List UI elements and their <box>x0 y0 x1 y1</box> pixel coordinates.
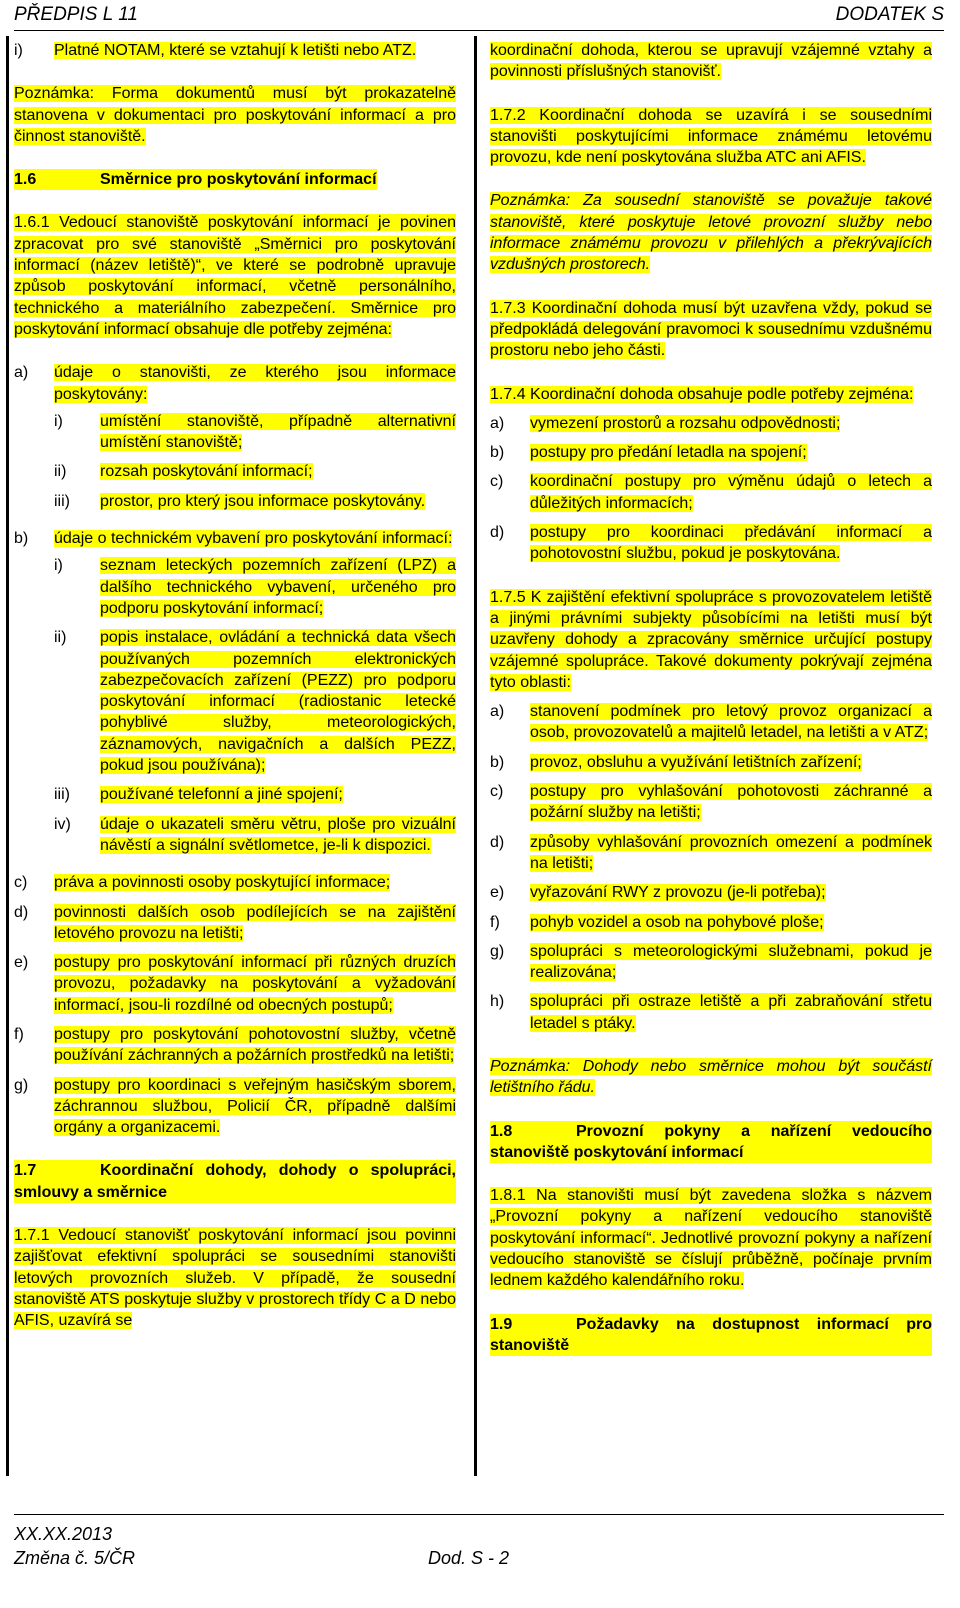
heading-number: 1.9 <box>490 1315 513 1333</box>
list-item <box>490 701 932 744</box>
list-text: povinnosti dalších osob podílejících se na zajištění letového provozu na letišti; <box>54 903 456 942</box>
header-appendix: DODATEK S <box>835 4 944 25</box>
list-text: pohyb vozidel a osob na pohybové ploše; <box>530 913 824 931</box>
list-item <box>14 902 456 945</box>
list-text: spolupráci s meteorologickými služebnami, pokud je realizována; <box>530 942 932 982</box>
list-1-7-5 <box>490 701 932 1034</box>
heading-title: Koordinační dohody, dohody o spolupráci, smlouvy a směrnice <box>14 1162 456 1201</box>
heading-title: Požadavky na dostupnost informací pro stanoviště <box>490 1315 932 1354</box>
list-marker: b) <box>490 444 505 462</box>
list-text: koordinační postupy pro výměnu údajů o letech a důležitých informacích; <box>530 473 932 512</box>
heading-title: Provozní pokyny a nařízení vedoucího stanoviště poskytování informací <box>490 1122 932 1161</box>
list-marker: g) <box>490 942 505 960</box>
list-item <box>54 491 456 512</box>
heading-number: 1.7 <box>14 1162 37 1180</box>
list-marker: e) <box>490 884 505 902</box>
list-rest <box>14 872 456 1138</box>
heading-number: 1.6 <box>14 169 100 190</box>
section-heading-1-7 <box>14 1160 456 1203</box>
list-item <box>490 522 932 565</box>
list-marker: d) <box>14 903 29 921</box>
list-marker: ii) <box>54 463 67 481</box>
paragraph-1-6-1: 1.6.1 Vedoucí stanoviště poskytování informací je povinen zpracovat pro své stanoviště „Směrnici pro poskytování informací (název letiště)“, ve které se podrobně upravuje způsob poskytování informací, včetně personálního, technického a materiálního zabezpečení. Směrnice pro poskytování informací obsahuje dle potřeby zejména: <box>14 214 456 338</box>
list-text: seznam leteckých pozemních zařízení (LPZ) a dalšího technického vybavení, určeného pro podporu poskytování informací; <box>100 557 456 617</box>
list-marker: iv) <box>54 815 71 833</box>
list-item <box>490 912 932 933</box>
list-item <box>490 832 932 875</box>
section-heading-1-9 <box>490 1314 932 1357</box>
list-marker: iii) <box>54 492 70 510</box>
note-forma: Poznámka: Forma dokumentů musí být prokazatelně stanovena v dokumentaci pro poskytování informací a pro činnost stanoviště. <box>14 85 456 145</box>
list-marker: c) <box>14 874 28 892</box>
list-text: postupy pro vyhlašování pohotovosti záchranné a požární služby na letišti; <box>530 783 932 822</box>
paragraph-1-7-4: 1.7.4 Koordinační dohoda obsahuje podle potřeby zejména: <box>490 385 914 403</box>
list-text: používané telefonní a jiné spojení; <box>100 786 343 804</box>
heading-number: 1.8 <box>490 1122 513 1140</box>
list-marker: ii) <box>54 629 67 647</box>
note-sousedni: Poznámka: Za sousední stanoviště se považuje takové stanoviště, které poskytuje letové provozní služby nebo informace známému provozu v přilehlých a překrývajících vzdušných prostorech. <box>490 192 932 274</box>
list-text: Platné NOTAM, které se vztahují k letišti nebo ATZ. <box>54 42 417 59</box>
list-item <box>14 528 456 864</box>
list-item <box>490 882 932 903</box>
left-change-bar <box>6 36 9 1476</box>
list-item <box>54 555 456 619</box>
list-1-7-4 <box>490 413 932 565</box>
list-item <box>490 752 932 773</box>
list-marker: c) <box>490 473 504 491</box>
middle-change-bar <box>474 36 477 1476</box>
list-text: postupy pro koordinaci s veřejným hasičským sborem, záchrannou službou, Policií ČR, případně dalšími orgány a organizacemi. <box>54 1076 456 1137</box>
list-marker: b) <box>14 530 29 548</box>
list-text: umístění stanoviště, případně alternativní umístění stanoviště; <box>100 412 456 452</box>
paragraph-1-7-5: 1.7.5 K zajištění efektivní spolupráce s provozovatelem letiště a jinými právními subjekty působícími na letišti musí být uzavřeny dohody a zpracovány směrnice určující postupy vzájemné spolupráce. Takové dokumenty pokrývají zejména tyto oblasti: <box>490 588 932 691</box>
list-marker: e) <box>14 954 29 972</box>
list-item <box>490 442 932 463</box>
paragraph-1-7-2: 1.7.2 Koordinační dohoda se uzavírá i se sousedními stanovišti poskytujícími informace známému letovému provozu, kde není poskytována služba ATC ani AFIS. <box>490 106 932 167</box>
list-text: rozsah poskytování informací; <box>100 463 313 481</box>
list-item <box>490 991 932 1034</box>
list-text: údaje o ukazateli směru větru, ploše pro vizuální návěstí a signální světlometce, je-li k dispozici. <box>100 815 456 854</box>
list-marker: a) <box>490 414 505 432</box>
list-1-6-1 <box>14 362 456 1138</box>
list-text: vyřazování RWY z provozu (je-li potřeba); <box>530 884 826 902</box>
list-item <box>490 413 932 434</box>
list-text: postupy pro poskytování pohotovostní služby, včetně používání záchranných a požárních prostředků na letišti; <box>54 1025 456 1065</box>
list-item <box>54 814 456 857</box>
list-text: údaje o technickém vybavení pro poskytování informací: <box>54 530 453 548</box>
list-item <box>490 781 932 824</box>
list-text: popis instalace, ovládání a technická data všech používaných pozemních elektronických zabezpečovacích zařízení (PEZZ) pro podporu poskytování informací (radiostanic letecké pohyblivé služby, meteorologických, záznamových, navigačních a dalších PEZZ, pokud jsou používána); <box>100 629 456 775</box>
list-text: spolupráci při ostraze letiště a při zabraňování střetu letadel s ptáky. <box>530 993 932 1032</box>
paragraph-1-8-1: 1.8.1 Na stanovišti musí být zavedena složka s názvem „Provozní pokyny a nařízení vedoucího stanoviště poskytování informací“. Jednotlivé provozní pokyny a nařízení vedoucího stanoviště se číslují průběžně, počínaje prvním lednem každého kalendářního roku. <box>490 1187 932 1290</box>
paragraph-1-7-3: 1.7.3 Koordinační dohoda musí být uzavřena vždy, pokud se předpokládá delegování pravomoci k sousednímu vzdušnému prostoru nebo jeho části. <box>490 299 932 360</box>
list-text: postupy pro předání letadla na spojení; <box>530 444 807 462</box>
list-text: postupy pro koordinaci předávání informací a pohotovostní službu, pokud je poskytována. <box>530 524 932 563</box>
sublist-b <box>54 555 456 856</box>
list-marker: d) <box>490 524 505 542</box>
section-heading-1-8 <box>490 1121 932 1164</box>
list-item <box>14 362 456 520</box>
list-item <box>14 40 456 61</box>
note-dohody: Poznámka: Dohody nebo směrnice mohou být součástí letištního řádu. <box>490 1057 932 1097</box>
list-marker: d) <box>490 833 505 851</box>
list-marker: i) <box>14 42 23 59</box>
right-column <box>490 40 932 1378</box>
list-item <box>54 411 456 454</box>
paragraph-continuation: koordinační dohoda, kterou se upravují vzájemné vztahy a povinnosti příslušných stanovišť. <box>490 42 932 81</box>
list-item <box>14 1024 456 1067</box>
list-marker: a) <box>14 364 29 382</box>
list-marker: i) <box>54 557 63 575</box>
footer-change: Změna č. 5/ČR <box>14 1548 136 1568</box>
list-item <box>490 471 932 514</box>
list-marker: a) <box>490 703 505 721</box>
list-text: prostor, pro který jsou informace poskytovány. <box>100 492 426 510</box>
list-text: údaje o stanovišti, ze kterého jsou informace poskytovány: <box>54 364 456 403</box>
list-marker: g) <box>14 1076 29 1094</box>
list-item <box>490 941 932 984</box>
list-item <box>14 1075 456 1139</box>
header-regulation: PŘEDPIS L 11 <box>14 4 138 25</box>
list-marker: f) <box>490 913 500 931</box>
footer-page-number: Dod. S - 2 <box>428 1548 510 1568</box>
list-marker: iii) <box>54 786 70 804</box>
list-marker: c) <box>490 783 504 801</box>
list-marker: f) <box>14 1025 24 1043</box>
list-item <box>14 952 456 1016</box>
list-text: způsoby vyhlašování provozních omezení a podmínek na letišti; <box>530 833 932 872</box>
list-text: vymezení prostorů a rozsahu odpovědnosti; <box>530 414 841 432</box>
list-item <box>14 872 456 893</box>
list-item <box>54 461 456 482</box>
list-marker: b) <box>490 753 505 771</box>
section-heading-1-6 <box>14 169 456 190</box>
heading-title: Směrnice pro poskytování informací <box>100 169 377 190</box>
list-item <box>54 627 456 776</box>
left-column <box>14 40 456 1354</box>
list-text: postupy pro poskytování informací při různých druzích provozu, požadavky na poskytování a vyžadování informací, jsou-li rozdílné od obecných postupů; <box>54 954 456 1014</box>
footer-rule <box>14 1514 944 1515</box>
list-text: stanovení podmínek pro letový provoz organizací a osob, provozovatelů a majitelů letadel, na letišti a v ATZ; <box>530 703 932 742</box>
footer-date: XX.XX.2013 <box>14 1524 113 1544</box>
list-text: práva a povinnosti osoby poskytující informace; <box>54 874 391 892</box>
sublist-a <box>54 411 456 512</box>
list-text: provoz, obsluhu a využívání letištních zařízení; <box>530 753 862 771</box>
list-item <box>54 784 456 805</box>
header-rule <box>14 30 944 31</box>
paragraph-1-7-1: 1.7.1 Vedoucí stanovišť poskytování informací jsou povinni zajišťovat efektivní spolupráci se sousedními stanovišti letových provozních služeb. V případě, že sousední stanoviště ATS poskytuje služby v prostorech třídy C a D nebo AFIS, uzavírá se <box>14 1227 456 1330</box>
list-marker: i) <box>54 412 63 430</box>
list-marker: h) <box>490 993 505 1011</box>
